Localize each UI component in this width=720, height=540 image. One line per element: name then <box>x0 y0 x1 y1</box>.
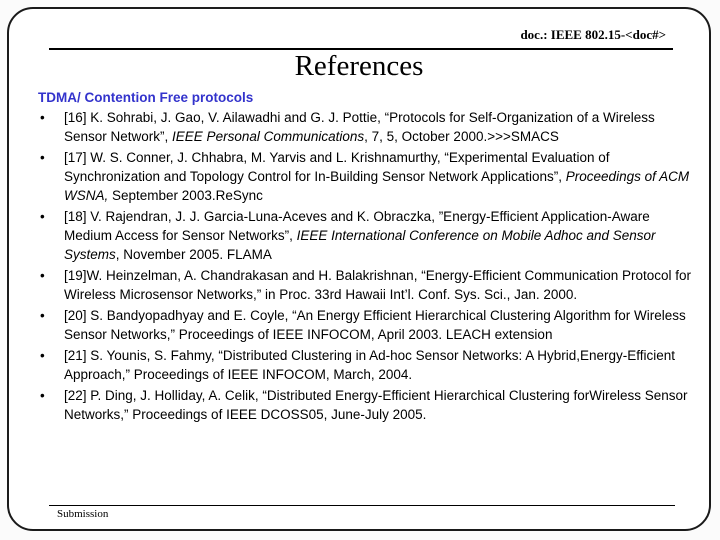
reference-text: [18] V. Rajendran, J. J. Garcia-Luna-Aceves and K. Obraczka, ”Energy-Efficient Application-Aware Medium Access for Sensor Networks”, IEEE International Conference on Mobile Adhoc and Sensor Systems, November 2005. FLAMA <box>64 209 656 262</box>
footer-divider <box>49 505 675 506</box>
reference-item <box>37 207 692 264</box>
reference-text: [21] S. Younis, S. Fahmy, “Distributed Clustering in Ad-hoc Sensor Networks: A Hybrid,Energy-Efficient Approach,” Proceedings of IEEE INFOCOM, March, 2004. <box>64 348 676 382</box>
bullet-icon: • <box>40 388 45 403</box>
reference-text: [19]W. Heinzelman, A. Chandrakasan and H. Balakrishnan, “Energy-Efficient Communication Protocol for Wireless Microsensor Networks,” in Proc. 33rd Hawaii Int’l. Conf. Sys. Sci., Jan. 2000. <box>64 268 692 302</box>
slide <box>7 7 711 531</box>
bullet-icon: • <box>40 348 45 363</box>
doc-number-label: doc.: IEEE 802.15-<doc#> <box>520 27 666 42</box>
reference-item <box>37 306 692 344</box>
bullet-icon: • <box>40 150 45 165</box>
reference-item <box>37 148 692 205</box>
reference-text: [22] P. Ding, J. Holliday, A. Celik, “Distributed Energy-Efficient Hierarchical Clustering forWireless Sensor Networks,” Proceedings of IEEE DCOSS05, June-July 2005. <box>64 388 688 422</box>
reference-text: [16] K. Sohrabi, J. Gao, V. Ailawadhi and G. J. Pottie, “Protocols for Self-Organization of a Wireless Sensor Network”, IEEE Personal Communications, 7, 5, October 2000.>>>SMACS <box>64 110 655 144</box>
bullet-icon: • <box>40 308 45 323</box>
reference-text: [20] S. Bandyopadhyay and E. Coyle, “An Energy Efficient Hierarchical Clustering Algorithm for Wireless Sensor Networks,” Proceedings of IEEE INFOCOM, April 2003. LEACH extension <box>64 308 686 342</box>
page-title: References <box>294 50 424 82</box>
bullet-icon: • <box>40 110 45 125</box>
bullet-icon: • <box>40 268 45 283</box>
reference-item <box>37 346 692 384</box>
reference-list <box>37 108 692 424</box>
reference-item <box>37 386 692 424</box>
footer-label: Submission <box>57 508 109 520</box>
reference-text: [17] W. S. Conner, J. Chhabra, M. Yarvis and L. Krishnamurthy, “Experimental Evaluation of Synchronization and Topology Control for In-Building Sensor Network Applications”, Proceedings of ACM WSNA, September 2003.ReSync <box>64 150 690 203</box>
reference-item <box>37 108 692 146</box>
bullet-icon: • <box>40 209 45 224</box>
reference-item <box>37 266 692 304</box>
section-heading: TDMA/ Contention Free protocols <box>38 90 254 105</box>
references-content <box>37 88 692 426</box>
